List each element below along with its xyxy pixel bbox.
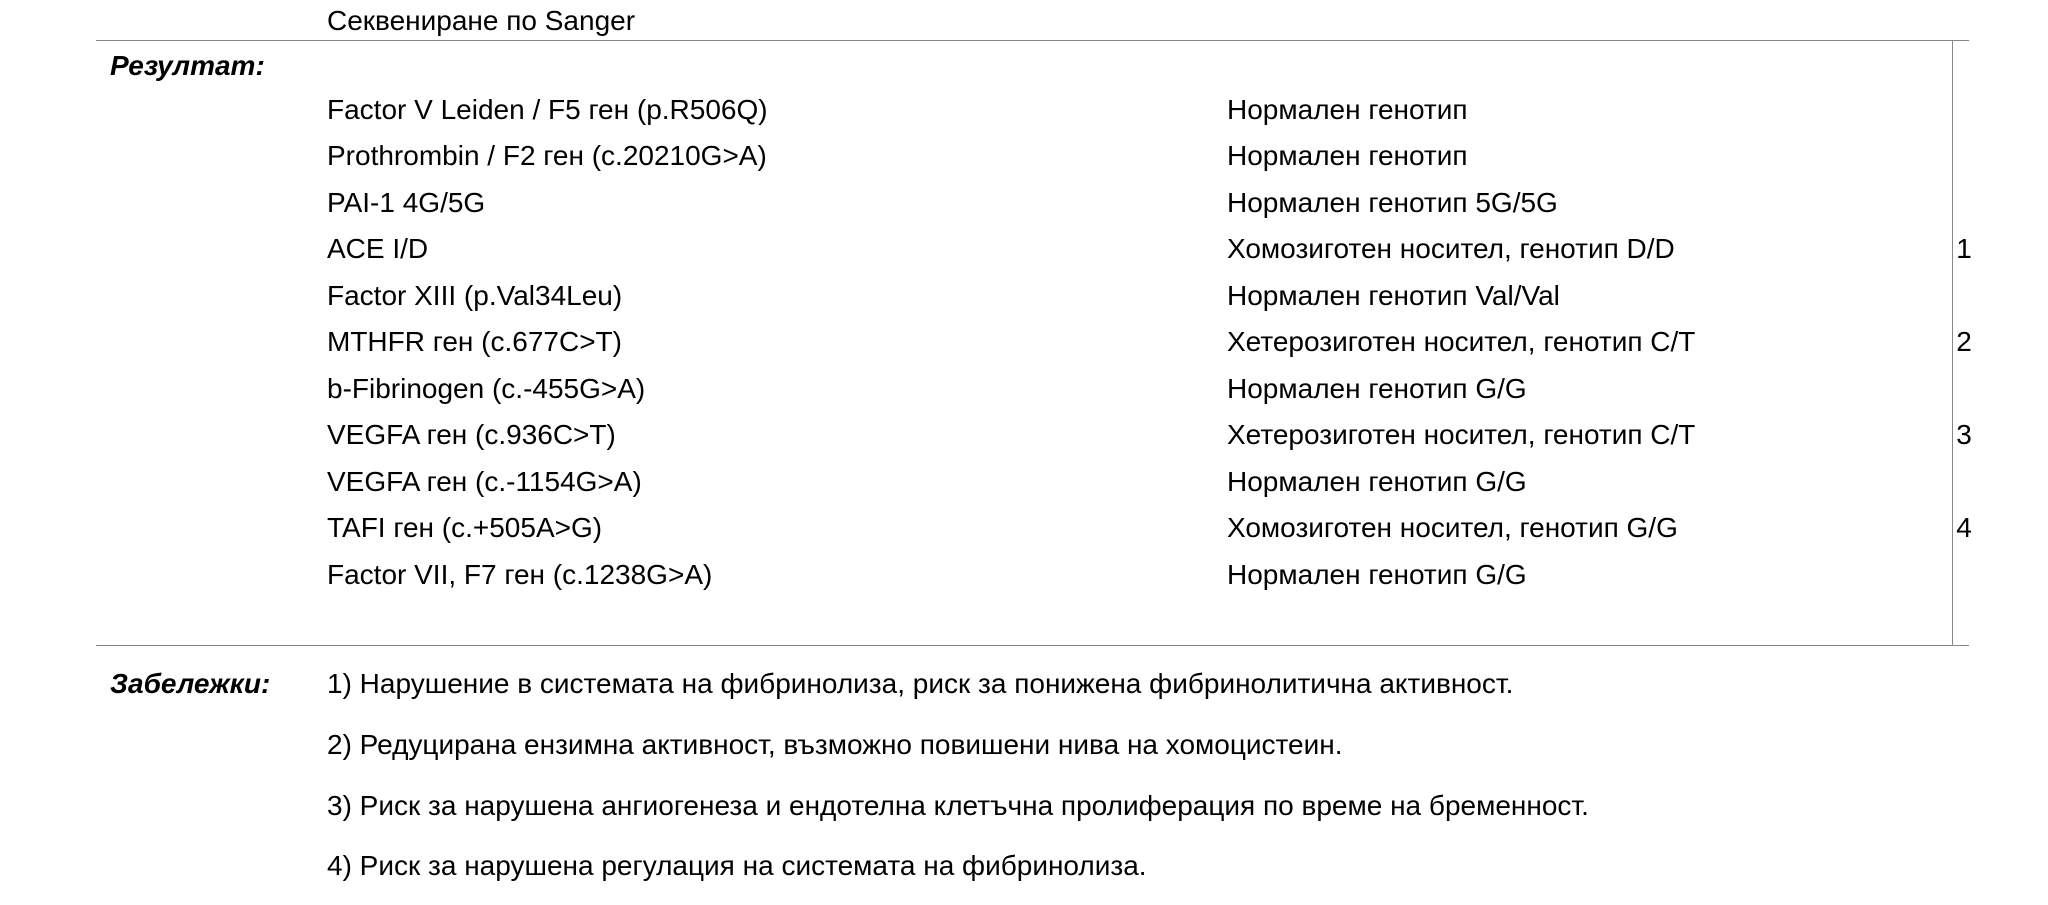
top-divider <box>96 40 1969 41</box>
test-name: ACE I/D <box>327 233 429 264</box>
test-name: VEGFA ген (c.936C>T) <box>327 419 616 450</box>
test-name: TAFI ген (c.+505A>G) <box>327 512 603 543</box>
result-row <box>0 322 2048 362</box>
result-row <box>0 183 2048 223</box>
results-label: Резултат: <box>110 50 265 81</box>
test-result: Нормален генотип Val/Val <box>1227 280 1560 311</box>
result-row <box>0 462 2048 502</box>
test-name: Prothrombin / F2 ген (c.20210G>A) <box>327 140 767 171</box>
test-result: Хетерозиготен носител, генотип C/T <box>1227 419 1696 450</box>
test-name: VEGFA ген (c.-1154G>A) <box>327 466 642 497</box>
test-name: Factor VII, F7 ген (c.1238G>A) <box>327 559 713 590</box>
test-result: Хомозиготен носител, генотип G/G <box>1227 512 1678 543</box>
test-result: Нормален генотип G/G <box>1227 559 1527 590</box>
result-row <box>0 229 2048 269</box>
method-title: Секвениране по Sanger <box>327 5 636 36</box>
test-name: MTHFR ген (c.677C>T) <box>327 326 622 357</box>
result-row <box>0 555 2048 595</box>
test-result: Нормален генотип G/G <box>1227 373 1527 404</box>
test-result: Нормален генотип <box>1227 140 1468 171</box>
note-reference: 1 <box>1956 233 1972 264</box>
note-item: 3) Риск за нарушена ангиогенеза и ендотелна клетъчна пролиферация по време на бременност. <box>327 790 1589 821</box>
result-row <box>0 415 2048 455</box>
result-row <box>0 508 2048 548</box>
note-item: 4) Риск за нарушена регулация на системата на фибринолиза. <box>327 850 1147 881</box>
bottom-divider <box>96 645 1969 646</box>
test-result: Хомозиготен носител, генотип D/D <box>1227 233 1675 264</box>
result-row <box>0 369 2048 409</box>
note-reference: 2 <box>1956 326 1972 357</box>
notes-label: Забележки: <box>110 668 271 699</box>
result-row <box>0 90 2048 130</box>
test-name: PAI-1 4G/5G <box>327 187 486 218</box>
test-name: b-Fibrinogen (c.-455G>A) <box>327 373 646 404</box>
test-name: Factor XIII (p.Val34Leu) <box>327 280 623 311</box>
note-item: 1) Нарушение в системата на фибринолиза, риск за понижена фибринолитична активност. <box>327 668 1514 699</box>
test-result: Нормален генотип G/G <box>1227 466 1527 497</box>
result-row <box>0 276 2048 316</box>
test-result: Нормален генотип <box>1227 94 1468 125</box>
test-name: Factor V Leiden / F5 ген (p.R506Q) <box>327 94 768 125</box>
note-reference: 4 <box>1956 512 1972 543</box>
test-result: Нормален генотип 5G/5G <box>1227 187 1558 218</box>
result-row <box>0 136 2048 176</box>
note-reference: 3 <box>1956 419 1972 450</box>
test-result: Хетерозиготен носител, генотип C/T <box>1227 326 1696 357</box>
note-item: 2) Редуцирана ензимна активност, възможно повишени нива на хомоцистеин. <box>327 729 1343 760</box>
